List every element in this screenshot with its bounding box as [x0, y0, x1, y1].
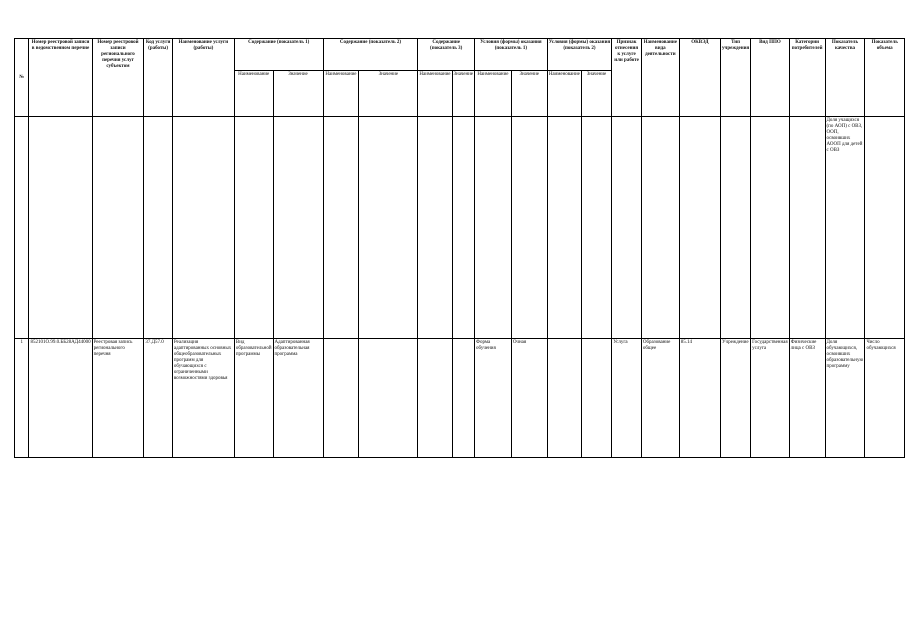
cell-type: Учреждение	[721, 339, 751, 458]
cell-category: Физические лица с ОВЗ	[789, 339, 825, 458]
header-conditions2: Условия (формы) оказания (показатель 2)	[547, 39, 612, 71]
header-conditions1-name: Наименование	[475, 71, 512, 117]
header-reg-record-number: Номер реестровой записи регионального перечня услуг субъектом	[92, 39, 144, 117]
cell-ppo: Государственная услуга	[751, 339, 790, 458]
cell-conditions1-name: Форма обучения	[475, 339, 512, 458]
header-content1: Содержание (показатель 1)	[234, 39, 323, 71]
header-category: Категории потребителей	[789, 39, 825, 117]
header-content3-value: Значение	[452, 71, 475, 117]
cell-service-code: 37.Д57.0	[144, 339, 173, 458]
header-conditions1-value: Значение	[511, 71, 547, 117]
header-okved: ОКВЭД	[679, 39, 720, 117]
cell-paid: Услуга	[612, 339, 642, 458]
table-row	[15, 117, 905, 339]
cell-reg-record-number: Реестровая запись регионального перечня	[92, 339, 144, 458]
header-content3: Содержание (показатель 3)	[418, 39, 475, 71]
header-type: Тип учреждения	[721, 39, 751, 117]
cell-service-name: Реализация адаптированных основных общеобразовательных программ для обучающихся с ограниченными возможностями здоровья	[172, 339, 234, 458]
header-service-name: Наименование услуги (работы)	[172, 39, 234, 117]
registry-table	[14, 38, 905, 458]
header-activity: Наименование вида деятельности	[641, 39, 679, 117]
cell-content1-value: Адаптированная образовательная программа	[273, 339, 323, 458]
header-ppo: Вид ППО	[751, 39, 790, 117]
table-row	[15, 339, 905, 458]
cell-volume: Число обучающихся	[865, 339, 905, 458]
header-num: №	[15, 39, 29, 117]
header-conditions1: Условия (формы) оказания (показатель 1)	[475, 39, 548, 71]
cell-content1-name: Вид образовательной программы	[234, 339, 273, 458]
cell-activity: Образование общее	[641, 339, 679, 458]
header-service-code: Код услуги (работы)	[144, 39, 173, 117]
header-content2: Содержание (показатель 2)	[323, 39, 418, 71]
header-quality: Показатель качества	[825, 39, 865, 117]
header-reg-number: Номер реестровой записи в ведомственном перечне	[29, 39, 92, 117]
header-content3-name: Наименование	[418, 71, 452, 117]
header-paid: Признак отнесения к услуге или работе	[612, 39, 642, 117]
header-conditions2-value: Значение	[581, 71, 611, 117]
header-content2-name: Наименование	[323, 71, 359, 117]
header-content1-name: Наименование	[234, 71, 273, 117]
cell-num: 1	[15, 339, 29, 458]
cell-quality: Доля обучающихся, освоивших образовательную программу	[825, 339, 865, 458]
cell-quality-note: Доля учащихся (по АОП) с ОВЗ, ООП, освоивших АООП для детей с ОВЗ	[825, 117, 865, 339]
header-content1-value: Значение	[273, 71, 323, 117]
registry-sheet	[14, 38, 905, 458]
header-volume: Показатель объема	[865, 39, 905, 117]
header-row-1	[15, 39, 905, 71]
header-conditions2-name: Наименование	[547, 71, 581, 117]
cell-reg-number: 852101О.99.0.ББ28АД44000	[29, 339, 92, 458]
cell-okved: 85.14	[679, 339, 720, 458]
header-content2-value: Значение	[359, 71, 418, 117]
cell-conditions1-value: Очная	[511, 339, 547, 458]
